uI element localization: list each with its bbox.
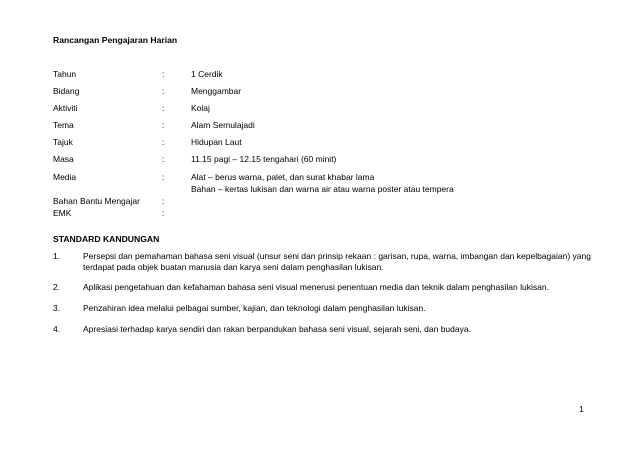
info-colon: : bbox=[162, 86, 165, 96]
info-colon: : bbox=[162, 103, 165, 113]
info-colon: : bbox=[162, 137, 165, 147]
info-label: Masa bbox=[53, 154, 74, 164]
page-number: 1 bbox=[579, 404, 584, 414]
info-colon: : bbox=[162, 208, 165, 218]
standard-item-text: Apresiasi terhadap karya sendiri dan rakan berpandukan bahasa seni visual, sejarah seni, dan budaya. bbox=[83, 324, 471, 334]
info-colon: : bbox=[162, 172, 165, 182]
standard-item-number: 3. bbox=[53, 303, 61, 313]
info-value: Menggambar bbox=[191, 86, 242, 96]
info-value: Kolaj bbox=[191, 103, 210, 113]
standard-item-number: 2. bbox=[53, 282, 61, 292]
standard-item-text: Persepsi dan pemahaman bahasa seni visual (unsur seni dan prinsip rekaan : garisan, rupa, warna, imbangan dan kepelbagaian) yang terdapat pada objek buatan manusia dan karya seni dalam penghasilan lukisan. bbox=[83, 251, 591, 272]
info-value: Alat – berus warna, palet, dan surat khabar lama bbox=[191, 172, 375, 182]
info-colon: : bbox=[162, 120, 165, 130]
info-label: Media bbox=[53, 172, 77, 182]
info-label: EMK bbox=[53, 208, 72, 218]
info-value: Alam Semulajadi bbox=[191, 120, 255, 130]
info-label: Tajuk bbox=[53, 137, 73, 147]
info-label: Tema bbox=[53, 120, 74, 130]
info-value: 11.15 pagi – 12.15 tengahari (60 minit) bbox=[191, 154, 337, 164]
standard-kandungan-heading: STANDARD KANDUNGAN bbox=[53, 234, 160, 244]
info-label: Aktiviti bbox=[53, 103, 78, 113]
info-value: Hidupan Laut bbox=[191, 137, 242, 147]
info-colon: : bbox=[162, 196, 165, 206]
standard-item-number: 1. bbox=[53, 251, 61, 261]
info-label: Bahan Bantu Mengajar bbox=[53, 196, 140, 206]
info-label: Bidang bbox=[53, 86, 80, 96]
info-colon: : bbox=[162, 69, 165, 79]
standard-item-number: 4. bbox=[53, 324, 61, 334]
info-value: Bahan – kertas lukisan dan warna air atau warna poster atau tempera bbox=[191, 184, 454, 194]
info-label: Tahun bbox=[53, 69, 77, 79]
standard-item-text: Penzahiran idea melalui pelbagai sumber, kajian, dan teknologi dalam penghasilan lukisan. bbox=[83, 303, 426, 313]
standard-item-text: Aplikasi pengetahuan dan kefahaman bahasa seni visual menerusi penentuan media dan teknik dalam penghasilan lukisan. bbox=[83, 282, 549, 292]
info-value: 1 Cerdik bbox=[191, 69, 223, 79]
info-colon: : bbox=[162, 154, 165, 164]
document-title: Rancangan Pengajaran Harian bbox=[53, 35, 178, 45]
